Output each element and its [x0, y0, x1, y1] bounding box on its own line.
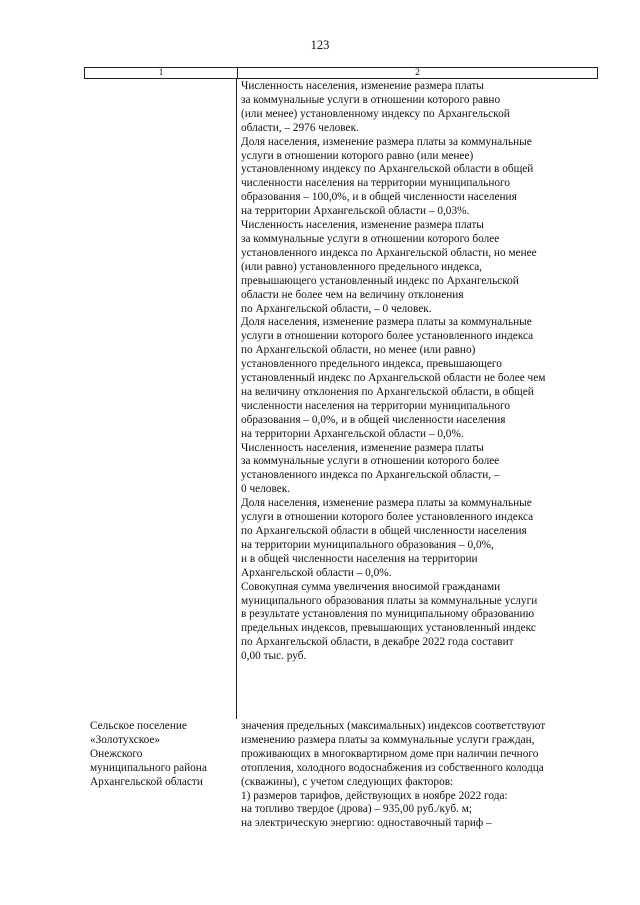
text-line: на топливо твердое (дрова) – 935,00 руб./куб. м;: [241, 803, 473, 816]
text-line: муниципального образования платы за коммунальные услуги: [241, 594, 538, 607]
text-line: за коммунальные услуги в отношении которого более: [241, 455, 500, 468]
text-line: на территории Архангельской области – 0,0%.: [241, 427, 464, 440]
text-line: Совокупная сумма увеличения вносимой гражданами: [241, 580, 501, 593]
row1-col2-text: [241, 80, 545, 664]
text-line: установленного индекса по Архангельской области, –: [241, 469, 500, 482]
row2-col1-municipality: [90, 720, 207, 790]
text-line: (или равно) установленного предельного индекса,: [241, 260, 483, 273]
text-line: на электрическую энергию: одноставочный тариф –: [241, 817, 492, 830]
table-header-col-1: 1: [85, 68, 238, 78]
text-line: проживающих в многоквартирном доме при наличии печного: [241, 747, 539, 760]
text-line: 0,00 тыс. руб.: [241, 650, 307, 663]
text-line: изменению размера платы за коммунальные услуги граждан,: [241, 733, 535, 746]
text-line: услуги в отношении которого равно (или менее): [241, 149, 474, 162]
text-line: по Архангельской области в общей численности населения: [241, 525, 527, 537]
text-line: численности населения на территории муниципального: [241, 177, 511, 190]
text-line: на величину отклонения по Архангельской области, в общей: [241, 385, 534, 398]
text-line: установленному индексу по Архангельской области в общей: [241, 163, 534, 176]
text-line: 1) размеров тарифов, действующих в ноябре 2022 года:: [241, 789, 508, 802]
text-line: (скважины), с учетом следующих факторов:: [241, 775, 454, 788]
text-line: за коммунальные услуги в отношении которого более: [241, 232, 500, 245]
text-line: установленный индекс по Архангельской области не более чем: [241, 372, 546, 385]
municipality-line: Архангельской области: [90, 775, 203, 788]
municipality-line: Онежского: [90, 747, 143, 760]
text-line: области, – 2976 человек.: [241, 121, 359, 134]
text-line: области не более чем на величину отклонения: [241, 288, 464, 301]
text-line: образования – 100,0%, и в общей численности населения: [241, 191, 517, 204]
text-line: значения предельных (максимальных) индексов соответствуют: [241, 720, 546, 732]
text-line: (или менее) установленному индексу по Архангельской: [241, 107, 510, 120]
municipality-line: Сельское поселение: [90, 720, 187, 732]
column-divider: [236, 79, 237, 719]
text-line: Доля населения, изменение размера платы за коммунальные: [241, 316, 532, 329]
text-line: Доля населения, изменение размера платы за коммунальные: [241, 497, 532, 510]
text-line: предельных индексов, превышающих установленный индекс: [241, 622, 536, 635]
text-line: установленного предельного индекса, превышающего: [241, 358, 502, 371]
municipality-line: «Золотухское»: [90, 733, 161, 746]
text-line: Доля населения, изменение размера платы за коммунальные: [241, 135, 532, 148]
text-line: за коммунальные услуги в отношении которого равно: [241, 93, 501, 106]
text-line: в результате установления по муниципальному образованию: [241, 608, 535, 621]
text-line: Архангельской области – 0,0%.: [241, 566, 392, 579]
text-line: превышающего установленный индекс по Архангельской: [241, 274, 519, 287]
text-line: установленного индекса по Архангельской области, но менее: [241, 246, 537, 259]
page-number: 123: [310, 38, 330, 52]
text-line: отопления, холодного водоснабжения из собственного колодца: [241, 761, 544, 774]
text-line: 0 человек.: [241, 483, 291, 496]
text-line: на территории Архангельской области – 0,03%.: [241, 205, 470, 218]
text-line: на территории муниципального образования – 0,0%,: [241, 538, 494, 551]
text-line: и в общей численности населения на территории: [241, 552, 478, 565]
text-line: по Архангельской области, в декабре 2022 года составит: [241, 636, 514, 649]
row2-col2-text: [241, 720, 545, 831]
text-line: образования – 0,0%, и в общей численности населения: [241, 413, 506, 426]
table-header-col-2: 2: [415, 68, 420, 78]
text-line: по Архангельской области, – 0 человек.: [241, 302, 432, 315]
text-line: Численность населения, изменение размера платы: [241, 441, 484, 454]
text-line: услуги в отношении которого более установленного индекса: [241, 511, 534, 524]
text-line: Численность населения, изменение размера платы: [241, 219, 484, 232]
text-line: Численность населения, изменение размера платы: [241, 80, 484, 92]
text-line: услуги в отношении которого более установленного индекса: [241, 330, 534, 343]
table-header-row: [84, 67, 598, 79]
text-line: по Архангельской области, но менее (или равно): [241, 344, 476, 357]
text-line: численности населения на территории муниципального: [241, 399, 511, 412]
municipality-line: муниципального района: [90, 761, 207, 774]
